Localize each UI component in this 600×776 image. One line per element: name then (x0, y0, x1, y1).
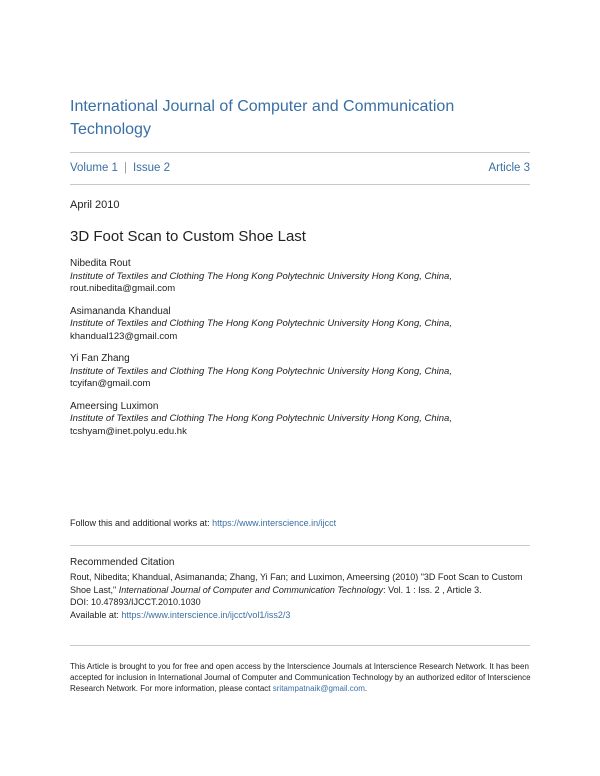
author-email: tcshyam@inet.polyu.edu.hk (70, 425, 187, 437)
author-entry (70, 306, 540, 344)
divider-citation (70, 545, 530, 546)
author-entry (70, 401, 540, 439)
footer-notice (70, 661, 540, 694)
article-link[interactable]: Article 3 (488, 162, 530, 174)
divider-meta (70, 184, 530, 185)
footer-text: This Article is brought to you for free and open access by the Interscience Journals at Interscience Research Network. It has been accepted for inclusion in International Journal of Computer and Communication Technology by an authorized editor of Interscience Research Network. For more information, please contact (70, 662, 531, 693)
author-entry (70, 353, 540, 391)
author-email: rout.nibedita@gmail.com (70, 283, 176, 294)
follow-line (70, 518, 336, 528)
publication-date: April 2010 (70, 199, 120, 211)
paper-title: 3D Foot Scan to Custom Shoe Last (70, 228, 306, 245)
footer-end: . (364, 684, 368, 693)
author-affiliation: Institute of Textiles and Clothing The Hong Kong Polytechnic University Hong Kong, China, (70, 365, 452, 377)
author-affiliation: Institute of Textiles and Clothing The Hong Kong Polytechnic University Hong Kong, China, (70, 318, 452, 329)
citation-text: Rout, Nibedita; Khandual, Asimananda; Zhang, Yi Fan; and Luximon, Ameersing (2010) "3D Foot Scan to Custom Shoe Last," (70, 572, 523, 595)
available-link[interactable]: https://www.interscience.in/ijcct/vol1/iss2/3 (121, 609, 291, 620)
volume-link[interactable]: Volume 1 (70, 162, 118, 174)
issue-link[interactable]: Issue 2 (132, 162, 171, 174)
author-name: Ameersing Luximon (70, 400, 159, 412)
author-name: Asimananda Khandual (70, 305, 171, 317)
separator: | (123, 162, 127, 174)
available-label: Available at: (70, 609, 122, 620)
author-email: tcyifan@gmail.com (70, 378, 151, 389)
divider-footer (70, 645, 530, 646)
follow-link[interactable]: https://www.interscience.in/ijcct (212, 518, 337, 528)
author-affiliation: Institute of Textiles and Clothing The Hong Kong Polytechnic University Hong Kong, China, (70, 270, 452, 282)
citation-heading: Recommended Citation (70, 557, 175, 568)
author-entry (70, 258, 540, 296)
citation-doi: DOI: 10.47893/IJCCT.2010.1030 (70, 597, 201, 607)
issue-info-row (70, 162, 530, 174)
author-email: khandual123@gmail.com (70, 330, 178, 342)
follow-text: Follow this and additional works at: (70, 518, 213, 528)
author-list (70, 258, 540, 448)
contact-email-link[interactable]: sritampatnaik@gmail.com (272, 684, 365, 693)
citation-journal: International Journal of Computer and Communication Technology (118, 584, 384, 595)
author-name: Nibedita Rout (70, 258, 131, 269)
author-affiliation: Institute of Textiles and Clothing The Hong Kong Polytechnic University Hong Kong, China, (70, 413, 452, 424)
citation-volume: : Vol. 1 : Iss. 2 , Article 3. (383, 584, 482, 595)
journal-title[interactable]: International Journal of Computer and Communication Technology (70, 98, 455, 138)
citation-body (70, 571, 530, 621)
author-name: Yi Fan Zhang (70, 353, 130, 364)
divider-top (70, 152, 530, 153)
